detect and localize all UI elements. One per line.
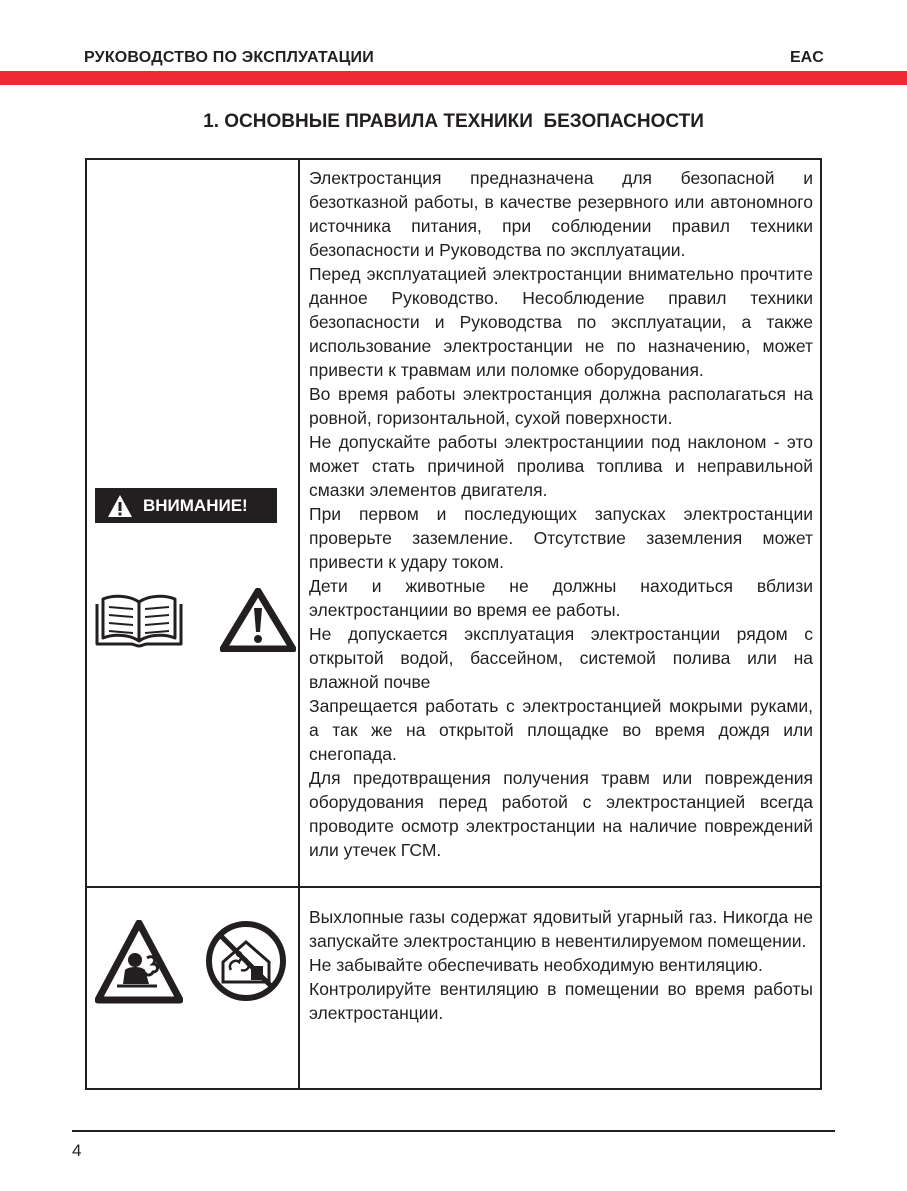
- warning-label-text: ВНИМАНИЕ!: [143, 495, 248, 515]
- caution-triangle-icon: [220, 588, 296, 652]
- paragraph: Запрещается работать с электростанцией мокрыми руками, а так же на открытой площадке во время дождя или снегопада.: [309, 696, 813, 764]
- manual-title: РУКОВОДСТВО ПО ЭКСПЛУАТАЦИИ: [84, 49, 374, 66]
- section-title: 1. ОСНОВНЫЕ ПРАВИЛА ТЕХНИКИ БЕЗОПАСНОСТИ: [203, 111, 704, 132]
- paragraph: Не забывайте обеспечивать необходимую вентиляцию.: [309, 955, 763, 975]
- paragraph: Электростанция предназначена для безопасной и безотказной работы, в качестве резервного или автономного источника питания, при соблюдении правил техники безопасности и Руководства по эксплуатации.: [309, 168, 813, 260]
- footer-divider: [72, 1130, 835, 1132]
- paragraph: Дети и животные не должны находиться вблизи электростанциии во время ее работы.: [309, 576, 813, 620]
- table-row-divider: [85, 886, 822, 888]
- paragraph: Для предотвращения получения травм или повреждения оборудования перед работой с электростанцией всегда проводите осмотр электростанции на наличие повреждений или утечек ГСМ.: [309, 768, 813, 860]
- safety-rules-text: [309, 166, 813, 862]
- paragraph: Выхлопные газы содержат ядовитый угарный газ. Никогда не запускайте электростанцию в невентилируемом помещении.: [309, 907, 813, 951]
- read-manual-icon: [93, 590, 185, 648]
- page-number: 4: [72, 1141, 82, 1160]
- paragraph: Перед эксплуатацией электростанции внимательно прочтите данное Руководство. Несоблюдение правил техники безопасности и Руководства по эксплуатации, а также использование электростанции не по назначению, может привести к травмам или поломке оборудования.: [309, 264, 813, 380]
- paragraph: При первом и последующих запусках электростанции проверьте заземление. Отсутствие заземления может привести к удару током.: [309, 504, 813, 572]
- warning-triangle-icon: [107, 494, 133, 518]
- table-column-divider: [298, 158, 300, 1090]
- paragraph: Во время работы электростанция должна располагаться на ровной, горизонтальной, сухой поверхности.: [309, 384, 813, 428]
- exhaust-gas-text: [309, 905, 813, 1025]
- no-indoor-use-icon: [205, 920, 287, 1002]
- header-red-bar: [0, 71, 907, 85]
- eac-mark: EAC: [790, 49, 824, 66]
- warning-label: [95, 488, 277, 523]
- toxic-fumes-warning-icon: [95, 920, 183, 1004]
- paragraph: Не допускается эксплуатация электростанции рядом с открытой водой, бассейном, системой полива или на влажной почве: [309, 624, 813, 692]
- paragraph: Не допускайте работы электростанциии под наклоном - это может стать причиной пролива топлива и неправильной смазки элементов двигателя.: [309, 432, 813, 500]
- paragraph: Контролируйте вентиляцию в помещении во время работы электростанции.: [309, 979, 813, 1023]
